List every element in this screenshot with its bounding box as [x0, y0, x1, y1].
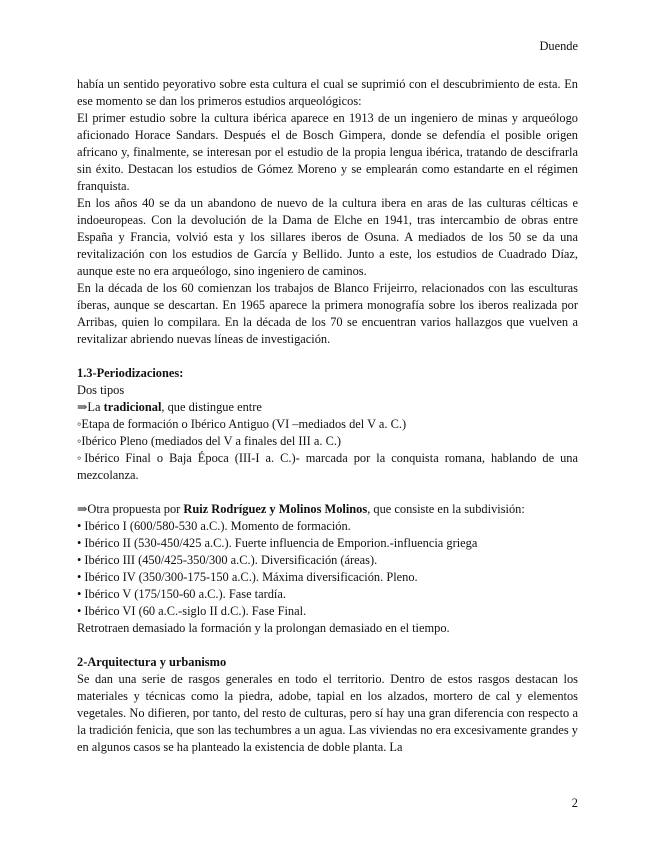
paragraph: En la década de los 60 comienzan los trabajos de Blanco Frijeirro, relacionados con las esculturas íberas, aunque se descartan. En 1965 aparece la primera monografía sobre los iberos realizada por Arribas, quien lo compilara. En la década de los 70 se encuentran varios hallazgos que vuelven a revitalizar abriendo nuevas líneas de investigación. — [77, 281, 578, 346]
header-author: Duende — [539, 39, 578, 53]
list-item: • Ibérico VI (60 a.C.-siglo II d.C.). Fase Final. — [77, 604, 307, 618]
section-intro: Dos tipos — [77, 383, 125, 397]
list-item: • Ibérico III (450/425-350/300 a.C.). Diversificación (áreas). — [77, 553, 378, 567]
list-item: ◦Etapa de formación o Ibérico Antiguo (VI –mediados del V a. C.) — [77, 417, 407, 431]
alternative-suffix: , que consiste en la subdivisión: — [367, 502, 525, 516]
arrow-prefix: ⇒Otra propuesta por — [77, 502, 184, 516]
list-item: ◦Ibérico Pleno (mediados del V a finales del III a. C.) — [77, 434, 342, 448]
page-number: 2 — [571, 796, 578, 810]
paragraph: había un sentido peyorativo sobre esta cultura el cual se suprimió con el descubrimiento de esta. En ese momento se dan los primeros estudios arqueológicos: — [77, 77, 578, 108]
traditional-suffix: , que distingue entre — [161, 400, 262, 414]
list-item: • Ibérico II (530-450/425 a.C.). Fuerte influencia de Emporion.-influencia griega — [77, 536, 478, 550]
alternative-proposal-line — [77, 501, 578, 518]
traditional-proposal-line — [77, 399, 578, 416]
section-heading-arquitectura: 2-Arquitectura y urbanismo — [77, 655, 227, 669]
document-body — [77, 76, 578, 756]
paragraph: En los años 40 se da un abandono de nuevo de la cultura ibera en aras de las culturas célticas e indoeuropeas. Con la devolución de la Dama de Elche en 1941, tras intercambio de obras entre España y Francia, volvió esta y los sillares iberos de Osuna. A mediados de los 50 se da una revitalización con los estudios de García y Bellido. Junto a este, los estudios de Cuadrado Díaz, aunque este no era arqueólogo, sino ingeniero de caminos. — [77, 196, 578, 278]
traditional-bold: tradicional — [103, 400, 162, 414]
list-item: • Ibérico IV (350/300-175-150 a.C.). Máxima diversificación. Pleno. — [77, 570, 418, 584]
closing-sentence: Retrotraen demasiado la formación y la prolongan demasiado en el tiempo. — [77, 621, 450, 635]
list-item: • Ibérico I (600/580-530 a.C.). Momento de formación. — [77, 519, 351, 533]
authors-bold: Ruiz Rodríguez y Molinos Molinos — [183, 502, 368, 516]
arrow-prefix: ⇒La — [77, 400, 104, 414]
paragraph: El primer estudio sobre la cultura ibérica aparece en 1913 de un ingeniero de minas y arqueólogo aficionado Horace Sandars. Después el de Bosch Gimpera, donde se defendía el posible origen africano y, finalmente, se interesan por el estudio de la propia lengua ibérica, tratando de descifrarla sin éxito. Destacan los estudios de Gómez Moreno y se emplearán como estandarte en el régimen franquista. — [77, 111, 578, 193]
list-item: • Ibérico V (175/150-60 a.C.). Fase tardía. — [77, 587, 286, 601]
paragraph: Se dan una serie de rasgos generales en todo el territorio. Dentro de estos rasgos destacan los materiales y técnicas como la piedra, adobe, tapial en los alzados, mortero de cal y elementos vegetales. No difieren, por tanto, del resto de culturas, pero sí hay una gran diferencia con respecto a la tradición fenicia, que son las techumbres a un agua. Las viviendas no era excesivamente grandes y en algunos casos se ha planteado la existencia de doble planta. La — [77, 672, 578, 754]
section-heading-periodizaciones: 1.3-Periodizaciones: — [77, 366, 184, 380]
list-item: ◦Ibérico Final o Baja Época (III-I a. C.)- marcada por la conquista romana, hablando de una mezcolanza. — [77, 451, 578, 482]
